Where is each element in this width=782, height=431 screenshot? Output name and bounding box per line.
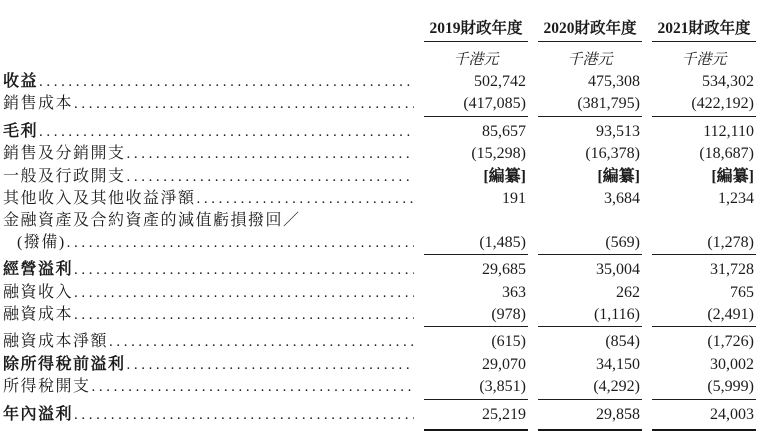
value-2021: 765 [730, 283, 754, 301]
value-2020: 262 [616, 283, 640, 301]
value-2019: 502,742 [474, 73, 526, 90]
dot-leader [73, 404, 414, 426]
value-2020: 29,858 [596, 405, 640, 423]
value-2020: 3,684 [604, 190, 640, 208]
dot-leader [196, 188, 414, 210]
column-header-fy2020: 2020財政年度 [538, 19, 642, 42]
row-label: 融資成本 ..... [3, 304, 414, 326]
unit-label-fy2021: 千港元 [681, 52, 727, 68]
dot-leader [126, 143, 414, 165]
value-2019: (15,298) [471, 145, 526, 163]
column-header-fy2021: 2021財政年度 [652, 19, 756, 42]
row-net-finance-costs [3, 331, 756, 353]
row-impairment-line2 [3, 232, 756, 255]
row-impairment-line1 [3, 210, 756, 231]
value-2020: (569) [538, 232, 642, 255]
dot-leader [91, 376, 414, 398]
row-label: 融資收入 ..... [3, 282, 414, 304]
value-2021: (422,192) [652, 93, 756, 116]
unit-label-fy2020: 千港元 [567, 52, 613, 68]
value-2021: [編纂] [711, 167, 754, 185]
value-2021: 112,110 [703, 122, 754, 140]
row-revenue [3, 71, 756, 93]
value-2019: (615) [491, 333, 526, 351]
value-2019: (3,851) [424, 376, 528, 399]
value-2021: 31,728 [710, 261, 754, 279]
value-2021: 534,302 [702, 73, 754, 90]
column-header-fy2019: 2019財政年度 [424, 19, 528, 42]
dot-leader [73, 259, 414, 281]
dot-leader [38, 71, 414, 93]
table-header-row [3, 19, 756, 42]
row-cost-of-sales [3, 93, 756, 116]
value-2019: 85,657 [482, 122, 526, 140]
value-2019: 191 [502, 190, 526, 208]
row-label: 所得稅開支 ..... [3, 376, 414, 398]
row-label: (撥備) ..... [3, 232, 414, 254]
value-2021: (1,278) [652, 232, 756, 255]
table-unit-row [3, 42, 756, 71]
row-label: 銷售及分銷開支 ..... [3, 143, 414, 165]
row-label: 融資成本淨額 ..... [3, 331, 414, 353]
value-2019: 25,219 [482, 405, 526, 423]
value-2020: (854) [605, 333, 640, 351]
row-label: 年內溢利 ..... [3, 404, 414, 426]
value-2019: 363 [502, 283, 526, 301]
dot-leader [73, 93, 414, 115]
value-2019: [編纂] [483, 167, 526, 185]
value-2021: (18,687) [699, 145, 754, 163]
row-label: 金融資產及合約資產的減值虧損撥回／ [3, 212, 301, 230]
value-2019: 29,685 [482, 261, 526, 279]
row-general-admin-expenses [3, 166, 756, 188]
dot-leader [126, 166, 414, 188]
row-finance-income [3, 282, 756, 304]
row-label: 銷售成本 ..... [3, 93, 414, 115]
dot-leader [108, 331, 414, 353]
row-label: 經營溢利 ..... [3, 259, 414, 281]
row-income-tax-expense [3, 376, 756, 399]
row-profit-for-year [3, 404, 756, 426]
value-2021: (2,491) [652, 304, 756, 327]
value-2021: 1,234 [718, 190, 754, 208]
dot-leader [73, 304, 414, 326]
row-profit-before-tax [3, 354, 756, 376]
value-2020: 475,308 [588, 73, 640, 90]
value-2020: 34,150 [596, 355, 640, 373]
row-label: 其他收入及其他收益淨額 ..... [3, 188, 414, 210]
row-finance-costs [3, 304, 756, 327]
unit-label-fy2019: 千港元 [453, 52, 499, 68]
value-2020: (16,378) [585, 145, 640, 163]
row-label: 除所得稅前溢利 ..... [3, 354, 414, 376]
value-2020: (1,116) [538, 304, 642, 327]
dot-leader [126, 354, 414, 376]
value-2019: 29,070 [482, 355, 526, 373]
row-gross-profit [3, 121, 756, 143]
dot-leader [66, 232, 414, 254]
value-2019: (978) [424, 304, 528, 327]
row-label: 一般及行政開支 ..... [3, 166, 414, 188]
value-2020: 93,513 [596, 122, 640, 140]
value-2020: (4,292) [538, 376, 642, 399]
row-operating-profit [3, 259, 756, 281]
value-2019: (417,085) [424, 93, 528, 116]
row-label: 毛利 ..... [3, 121, 414, 143]
value-2020: [編纂] [597, 167, 640, 185]
row-selling-distribution-expenses [3, 143, 756, 165]
value-2021: (1,726) [707, 333, 754, 351]
value-2020: (381,795) [538, 93, 642, 116]
value-2021: (5,999) [652, 376, 756, 399]
dot-leader [38, 121, 414, 143]
value-2021: 30,002 [710, 355, 754, 373]
value-2019: (1,485) [424, 232, 528, 255]
dot-leader [73, 282, 414, 304]
value-2020: 35,004 [596, 261, 640, 279]
row-label: 收益 ..... [3, 71, 414, 93]
value-2021: 24,003 [710, 405, 754, 423]
row-other-income-net [3, 188, 756, 210]
